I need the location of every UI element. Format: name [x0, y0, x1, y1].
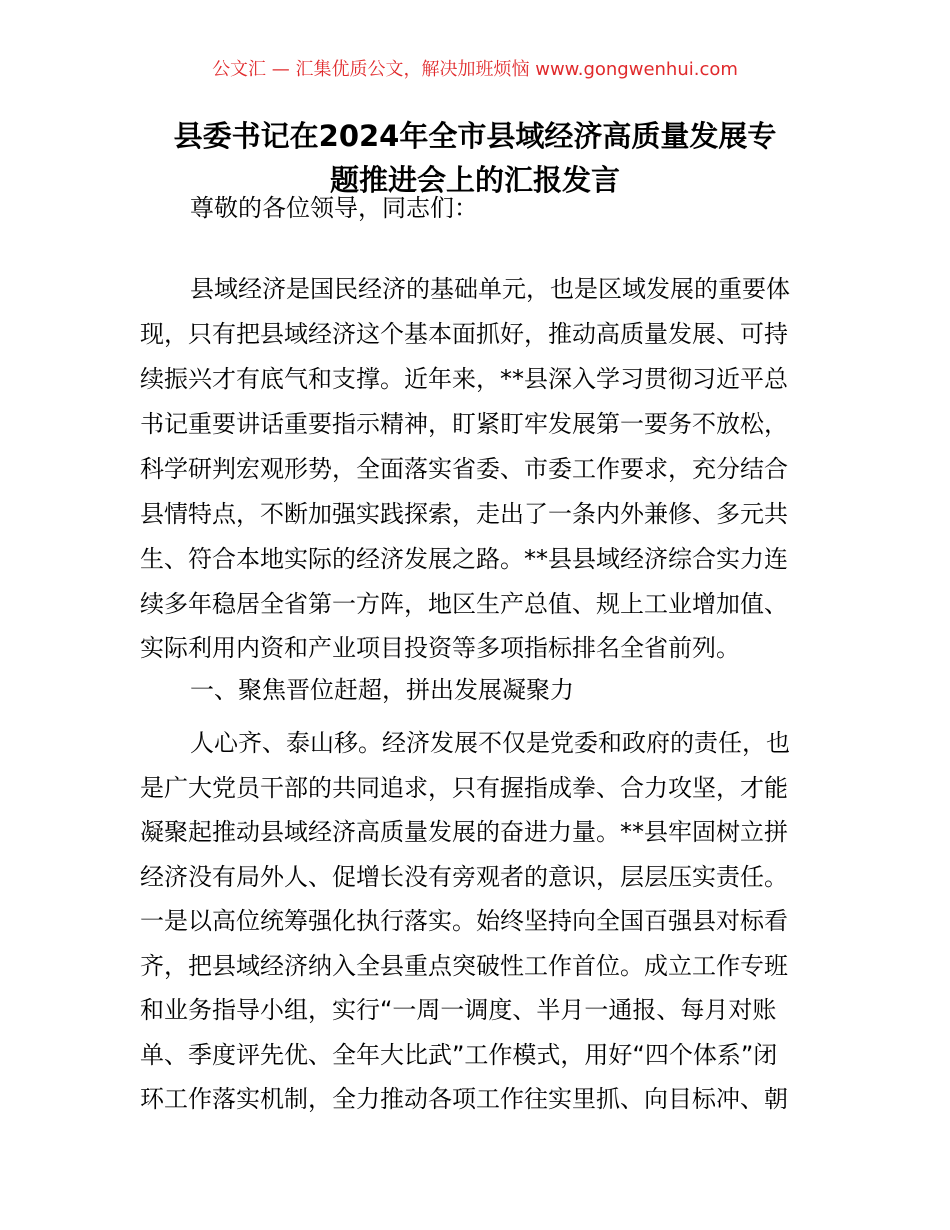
title-line-1: 县委书记在2024年全市县域经济高质量发展专	[173, 119, 777, 153]
paragraph-line: 现，只有把县域经济这个基本面抓好，推动高质量发展、可持	[140, 320, 788, 348]
salutation: 尊敬的各位领导，同志们：	[190, 194, 478, 222]
paragraph-line: 科学研判宏观形势，全面落实省委、市委工作要求，充分结合	[140, 455, 788, 483]
paragraph-line: 凝聚起推动县域经济高质量发展的奋进力量。**县牢固树立拼	[140, 818, 788, 846]
paragraph-line: 县域经济是国民经济的基础单元，也是区域发展的重要体	[190, 275, 790, 303]
title-line-2: 题推进会上的汇报发言	[329, 163, 620, 197]
paragraph-line: 一是以高位统筹强化执行落实。始终坚持向全国百强县对标看	[140, 907, 788, 935]
paragraph-line: 书记重要讲话重要指示精神，盯紧盯牢发展第一要务不放松，	[140, 410, 788, 438]
paragraph-line: 人心齐、泰山移。经济发展不仅是党委和政府的责任，也	[190, 729, 790, 757]
paragraph-line: 县情特点，不断加强实践探索，走出了一条内外兼修、多元共	[140, 500, 788, 528]
section-heading: 一、聚焦晋位赶超，拼出发展凝聚力	[190, 676, 574, 704]
paragraph-line: 单、季度评先优、全年大比武”工作模式，用好“四个体系”闭	[140, 1041, 778, 1069]
paragraph-line: 续多年稳居全省第一方阵，地区生产总值、规上工业增加值、	[140, 590, 788, 618]
paragraph-line: 是广大党员干部的共同追求，只有握指成拳、合力攻坚，才能	[140, 774, 788, 802]
header-banner: 公文汇 — 汇集优质公文，解决加班烦恼 www.gongwenhui.com	[212, 59, 738, 80]
paragraph-line: 和业务指导小组，实行“一周一调度、半月一通报、每月对账	[140, 996, 777, 1024]
paragraph-line: 环工作落实机制，全力推动各项工作往实里抓、向目标冲、朝	[140, 1085, 788, 1113]
paragraph-line: 经济没有局外人、促增长没有旁观者的意识，层层压实责任。	[140, 863, 788, 891]
paragraph-line: 实际利用内资和产业项目投资等多项指标排名全省前列。	[140, 634, 740, 662]
paragraph-line: 续振兴才有底气和支撑。近年来，**县深入学习贯彻习近平总	[140, 365, 788, 393]
paragraph-line: 生、符合本地实际的经济发展之路。**县县域经济综合实力连	[140, 545, 788, 573]
paragraph-line: 齐，把县域经济纳入全县重点突破性工作首位。成立工作专班	[140, 952, 788, 980]
